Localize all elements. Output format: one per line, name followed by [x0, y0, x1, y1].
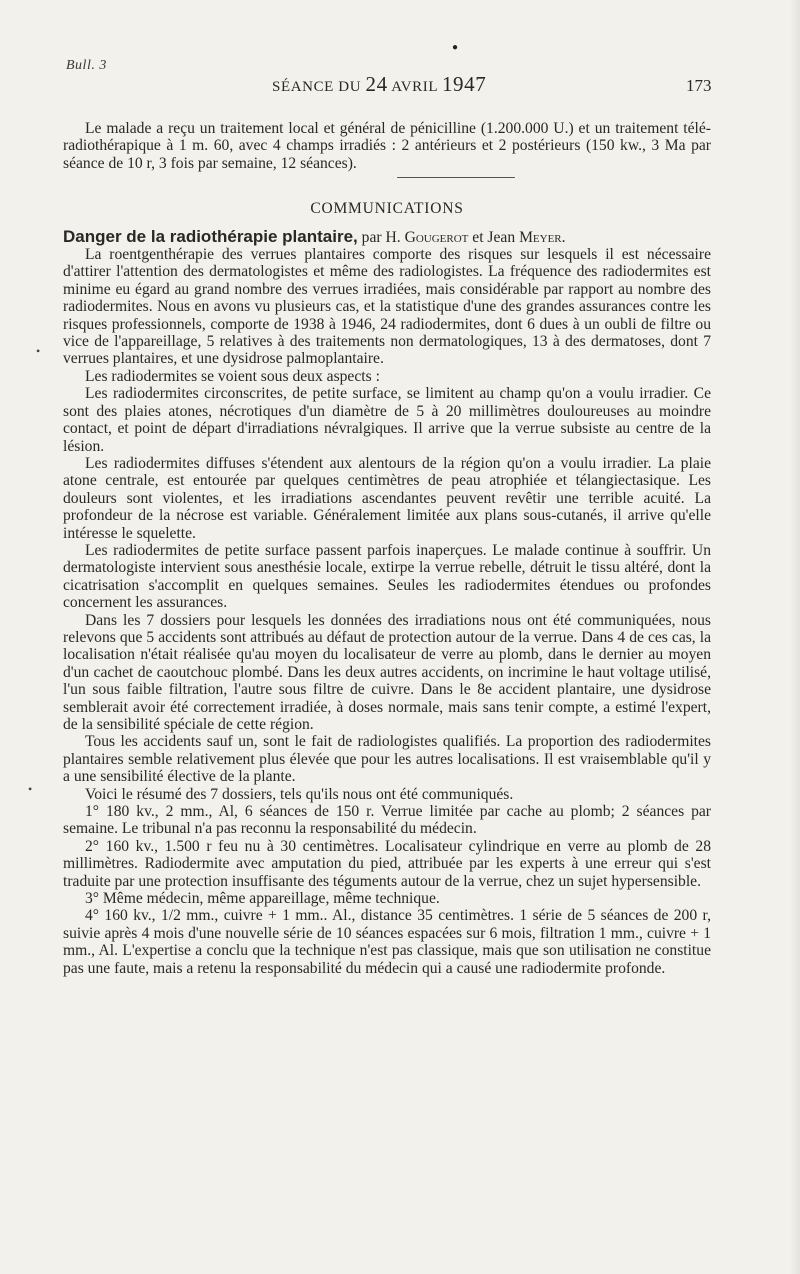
paragraph: Les radiodermites diffuses s'étendent aux alentours de la région qu'on a voulu irradier. La plaie atone centrale, est entourée par quelques centimètres de peau atrophiée et télangiectasique. Les douleurs sont violentes, et les irradiations ascendantes peuvent revêtir une terrible acuité. La profondeur de la nécrose est variable. Généralement limitée aux plans sous-cutanés, il arrive qu'elle intéresse le squelette. [63, 454, 711, 542]
paragraph: Les radiodermites se voient sous deux aspects : [85, 367, 380, 385]
paragraph: Dans les 7 dossiers pour lesquels les données des irradiations nous ont été communiquées, nous relevons que 5 accidents sont attribués au défaut de protection autour de la verrue. Dans 4 de ces cas, la localisation n'était réalisée qu'au moyen du localisateur de verre au plomb, dans le dernier au moyen d'un cachet de caoutchouc plombé. Dans les deux autres accidents, on incrimine le haut voltage utilisé, l'un sous faible filtration, l'autre sous filtre de cuivre. Dans le 8e accident plantaire, une dysidrose semblerait avoir été correctement irradiée, à doses normale, mais sans tenir compte, a estimé l'expert, de la sensibilité spéciale de cette région. [63, 611, 711, 733]
seance-year: 1947 [441, 72, 487, 96]
article-and: et Jean [472, 228, 516, 246]
paragraph: 3° Même médecin, même appareillage, même technique. [85, 890, 440, 908]
margin-mark: • [36, 344, 41, 358]
author-gougerot: Gougerot [404, 228, 469, 246]
page-body [63, 120, 711, 977]
separator-rule [397, 177, 515, 178]
paragraph: Voici le résumé des 7 dossiers, tels qu'ils nous ont été communiqués. [85, 785, 514, 803]
ink-dot: ● [452, 42, 459, 53]
intro-paragraph: Le malade a reçu un traitement local et général de pénicilline (1.200.000 U.) et un traitement télé-radiothérapique à 1 m. 60, avec 4 champs irradiés : 2 antérieurs et 2 postérieurs (150 kw., 3 Ma par séance de 10 r, 3 fois par semaine, 12 séances). [63, 120, 711, 172]
seance-day: 24 [365, 72, 388, 96]
seance-prefix: SÉANCE DU [272, 79, 362, 95]
seance-month: AVRIL [391, 79, 438, 95]
paragraph: Les radiodermites de petite surface passent parfois inaperçues. Le malade continue à souffrir. Un dermatologiste intervient sous anesthésie locale, extirpe la verrue rebelle, détruit le tissu altéré, dont la cicatrisation s'accomplit en quelques semaines. Seules les radiodermites étendues ou profondes concernent les assurances. [63, 541, 711, 612]
paragraph: Tous les accidents sauf un, sont le fait de radiologistes qualifiés. La proportion des radiodermites plantaires semble relativement plus élevée que pour les autres localisations. Il est vraisemblable qu'il y a une sensibilité élective de la plante. [63, 733, 711, 786]
section-heading: COMMUNICATIONS [310, 200, 464, 218]
paragraph: La roentgenthérapie des verrues plantaires comporte des risques sur lesquels il est nécessaire d'attirer l'attention des dermatologistes et même des radiologistes. La fréquence des radiodermites est minime eu égard au grand nombre des verrues irradiées, mais considérable par rapport au nombre des radiodermites. Nous en avons vu plusieurs cas, et la statistique d'une des grandes assurances contre les risques professionnels, comporte de 1938 à 1946, 24 radiodermites, dont 6 dues à un oubli de filtre ou vice de l'appareillage, 5 relatives à des traitements non dermatologiques, 13 à des dermatoses, dont 7 verrues plantaires, et une dysidrose palmoplantaire. [63, 246, 711, 368]
author-meyer: Meyer. [519, 228, 566, 246]
journal-abbreviation: Bull. 3 [66, 58, 107, 73]
paragraph: 4° 160 kv., 1/2 mm., cuivre + 1 mm.. Al., distance 35 centimètres. 1 série de 5 séances de 200 r, suivie après 4 mois d'une nouvelle série de 10 séances espacées sur 6 mois, filtration 1 mm., cuivre + 1 mm., Al. L'expertise a conclu que la technique n'est pas classique, mais que son utilisation ne constitue pas une faute, mais a retenu la responsabilité du médecin qui a causé une radiodermite profonde. [63, 907, 711, 977]
page-number: 173 [686, 76, 712, 95]
page-edge [790, 0, 800, 1274]
running-head [272, 72, 486, 97]
article-by: par H. [361, 228, 401, 246]
margin-mark: • [28, 782, 33, 796]
article-title-text: Danger de la radiothérapie plantaire, [63, 226, 358, 246]
article-title [63, 228, 711, 246]
paragraph: 1° 180 kv., 2 mm., Al, 6 séances de 150 r. Verrue limitée par cache au plomb; 2 séances par semaine. Le tribunal n'a pas reconnu la responsabilité du médecin. [63, 803, 711, 838]
paragraph: Les radiodermites circonscrites, de petite surface, se limitent au champ qu'on a voulu irradier. Ce sont des plaies atones, nécrotiques d'un diamètre de 5 à 20 millimètres douloureuses au moindre contact, et point de départ d'irradiations névralgiques. Il arrive que la verrue subsiste au centre de la lésion. [63, 385, 711, 455]
paragraph: 2° 160 kv., 1.500 r feu nu à 30 centimètres. Localisateur cylindrique en verre au plomb de 28 millimètres. Radiodermite avec amputation du pied, attribuée par les experts à une erreur qui s'est traduite par une protection insuffisante des téguments autour de la verrue, chez un sujet hypersensible. [63, 837, 711, 890]
